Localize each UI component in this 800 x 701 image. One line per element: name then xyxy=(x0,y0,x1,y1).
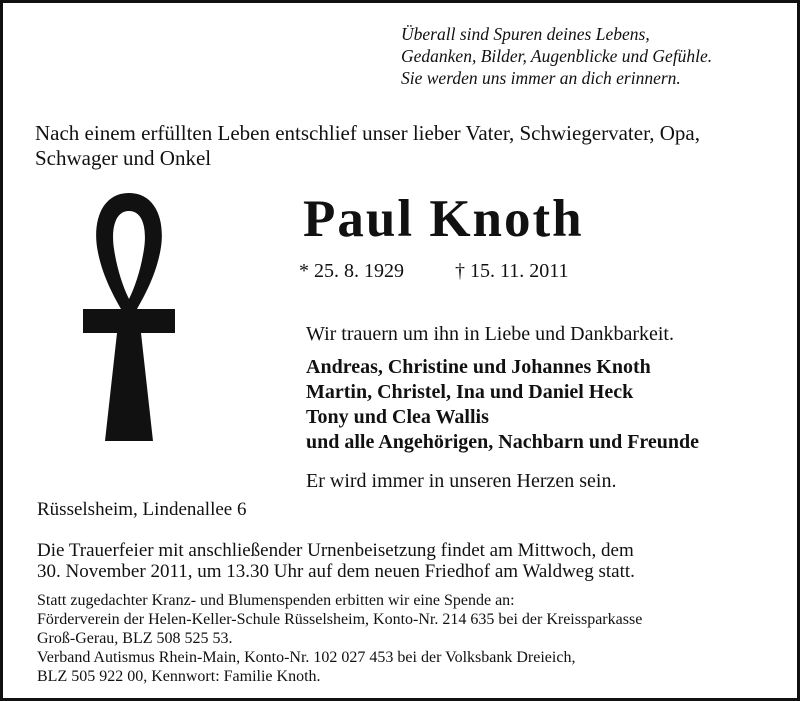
intro-text xyxy=(35,121,775,171)
funeral-info xyxy=(37,540,777,582)
family-list xyxy=(306,355,699,455)
donation-line: Verband Autismus Rhein-Main, Konto-Nr. 102 027 453 bei der Volksbank Dreieich, xyxy=(37,649,576,666)
quote-line: Sie werden uns immer an dich erinnern. xyxy=(401,68,681,88)
birth-date: * 25. 8. 1929 xyxy=(299,260,404,282)
address: Rüsselsheim, Lindenallee 6 xyxy=(37,499,247,520)
ankh-icon xyxy=(81,191,177,446)
death-date: † 15. 11. 2011 xyxy=(455,260,569,282)
quote-line: Gedanken, Bilder, Augenblicke und Gefühle. xyxy=(401,46,713,66)
donation-line: Statt zugedachter Kranz- und Blumenspenden erbitten wir eine Spende an: xyxy=(37,592,515,609)
donation-line: Förderverein der Helen-Keller-Schule Rüsselsheim, Konto-Nr. 214 635 bei der Kreissparkasse xyxy=(37,611,643,628)
funeral-line: 30. November 2011, um 13.30 Uhr auf dem neuen Friedhof am Waldweg statt. xyxy=(37,561,635,582)
donation-line: BLZ 505 922 00, Kennwort: Familie Knoth. xyxy=(37,668,321,685)
intro-line: Schwager und Onkel xyxy=(35,146,212,170)
family-line: und alle Angehörigen, Nachbarn und Freunde xyxy=(306,431,700,453)
mourning-text: Wir trauern um ihn in Liebe und Dankbarkeit. xyxy=(306,323,674,345)
closing-text: Er wird immer in unseren Herzen sein. xyxy=(306,470,617,492)
family-line: Andreas, Christine und Johannes Knoth xyxy=(306,356,651,378)
deceased-name: Paul Knoth xyxy=(303,190,584,248)
intro-line: Nach einem erfüllten Leben entschlief unser lieber Vater, Schwiegervater, Opa, xyxy=(35,121,700,145)
family-line: Tony und Clea Wallis xyxy=(306,406,489,428)
donation-info xyxy=(37,591,777,686)
donation-line: Groß-Gerau, BLZ 508 525 53. xyxy=(37,630,233,647)
life-dates xyxy=(299,258,569,284)
quote-line: Überall sind Spuren deines Lebens, xyxy=(401,24,650,44)
memorial-quote xyxy=(401,23,791,89)
family-line: Martin, Christel, Ina und Daniel Heck xyxy=(306,381,634,403)
funeral-line: Die Trauerfeier mit anschließender Urnenbeisetzung findet am Mittwoch, dem xyxy=(37,540,634,561)
